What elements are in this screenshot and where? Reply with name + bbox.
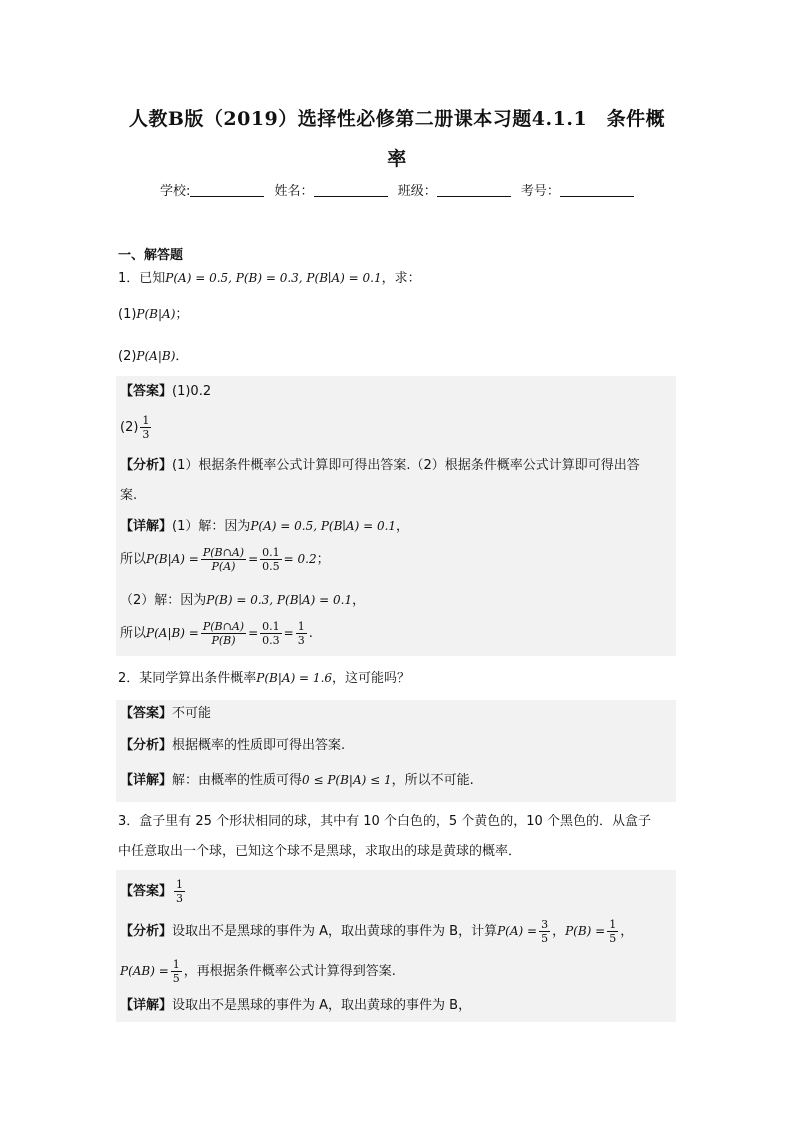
document-title-continued: 率 bbox=[387, 148, 407, 170]
q3-stem-line1: 3．盒子里有 25 个形状相同的球，其中有 10 个白色的，5 个黄色的，10 个黑色的．从盒子 bbox=[118, 814, 651, 829]
q1-part1: (1)P(B|A)； bbox=[118, 307, 189, 322]
q2-answer: 【答案】不可能 bbox=[120, 706, 212, 721]
q2-solution-box bbox=[116, 700, 676, 802]
q3-analysis-line1: 【分析】设取出不是黑球的事件为 A，取出黄球的事件为 B，计算P(A) = $\frac{3}{5}$ ，P(B) = $\frac{1}{5}$ ， bbox=[120, 918, 634, 945]
q3-answer: 【答案】 $\frac{1}{3}$ bbox=[120, 878, 184, 905]
name-blank[interactable] bbox=[314, 184, 388, 197]
q3-detail: 【详解】设取出不是黑球的事件为 A，取出黄球的事件为 B， bbox=[120, 998, 472, 1013]
q1-answer: 【答案】(1)0.2 bbox=[120, 384, 212, 399]
q1-answer-fraction: $\frac{1}{3}$ bbox=[142, 414, 150, 441]
q1-detail-line4: 所以P(A|B) = $\frac{P(B\cap A)}{P(B)}$ = $\frac{0.1}{0.3}$ = $\frac{1}{3}$ . bbox=[120, 620, 313, 647]
q1-given-expr: P(A) = 0.5, P(B) = 0.3, P(B∣A) = 0.1 bbox=[165, 271, 382, 285]
number-label: 考号： bbox=[520, 184, 560, 199]
q2-analysis: 【分析】根据概率的性质即可得出答案. bbox=[120, 738, 346, 753]
number-blank[interactable] bbox=[560, 184, 634, 197]
student-info-row bbox=[160, 180, 640, 199]
q1-detail-line1: 【详解】(1）解：因为P(A) = 0.5, P(B∣A) = 0.1， bbox=[120, 519, 410, 534]
q1-solution-box bbox=[116, 376, 676, 656]
document-title: 人教B版（2019）选择性必修第二册课本习题4.1.1 条件概 bbox=[128, 108, 666, 130]
q2-detail: 【详解】解：由概率的性质可得0 ≤ P(B|A) ≤ 1，所以不可能. bbox=[120, 773, 474, 788]
q3-stem-line2: 中任意取出一个球，已知这个球不是黑球，求取出的球是黄球的概率． bbox=[118, 844, 522, 859]
school-blank[interactable] bbox=[190, 184, 264, 197]
q2-stem: 2．某同学算出条件概率P(B|A) = 1.6，这可能吗？ bbox=[118, 671, 411, 686]
school-label: 学校: bbox=[160, 184, 191, 199]
q1-analysis-continued: 案. bbox=[120, 488, 138, 503]
q1-analysis: 【分析】(1）根据条件概率公式计算即可得出答案.（2）根据条件概率公式计算即可得出答 bbox=[120, 458, 640, 473]
q1-detail-line3: （2）解：因为P(B) = 0.3, P(B∣A) = 0.1， bbox=[120, 593, 366, 608]
q3-answer-fraction: $\frac{1}{3}$ bbox=[176, 878, 184, 905]
q3-analysis-line2: P(AB) = $\frac{1}{5}$ ，再根据条件概率公式计算得到答案. bbox=[120, 958, 396, 985]
name-label: 姓名： bbox=[274, 184, 314, 199]
q3-solution-box bbox=[116, 870, 676, 1022]
q1-answer-part2: (2) $\frac{1}{3}$ bbox=[120, 414, 150, 441]
q1-stem: 1．已知P(A) = 0.5, P(B) = 0.3, P(B∣A) = 0.1，求： bbox=[118, 271, 421, 286]
q1-detail-line2: 所以P(B|A) = $\frac{P(B\cap A)}{P(A)}$ = $\frac{0.1}{0.5}$ = 0.2； bbox=[120, 546, 330, 573]
section-heading: 一、解答题 bbox=[118, 248, 184, 263]
class-blank[interactable] bbox=[437, 184, 511, 197]
class-label: 班级： bbox=[397, 184, 437, 199]
q1-part2: (2)P(A|B)． bbox=[118, 349, 189, 364]
